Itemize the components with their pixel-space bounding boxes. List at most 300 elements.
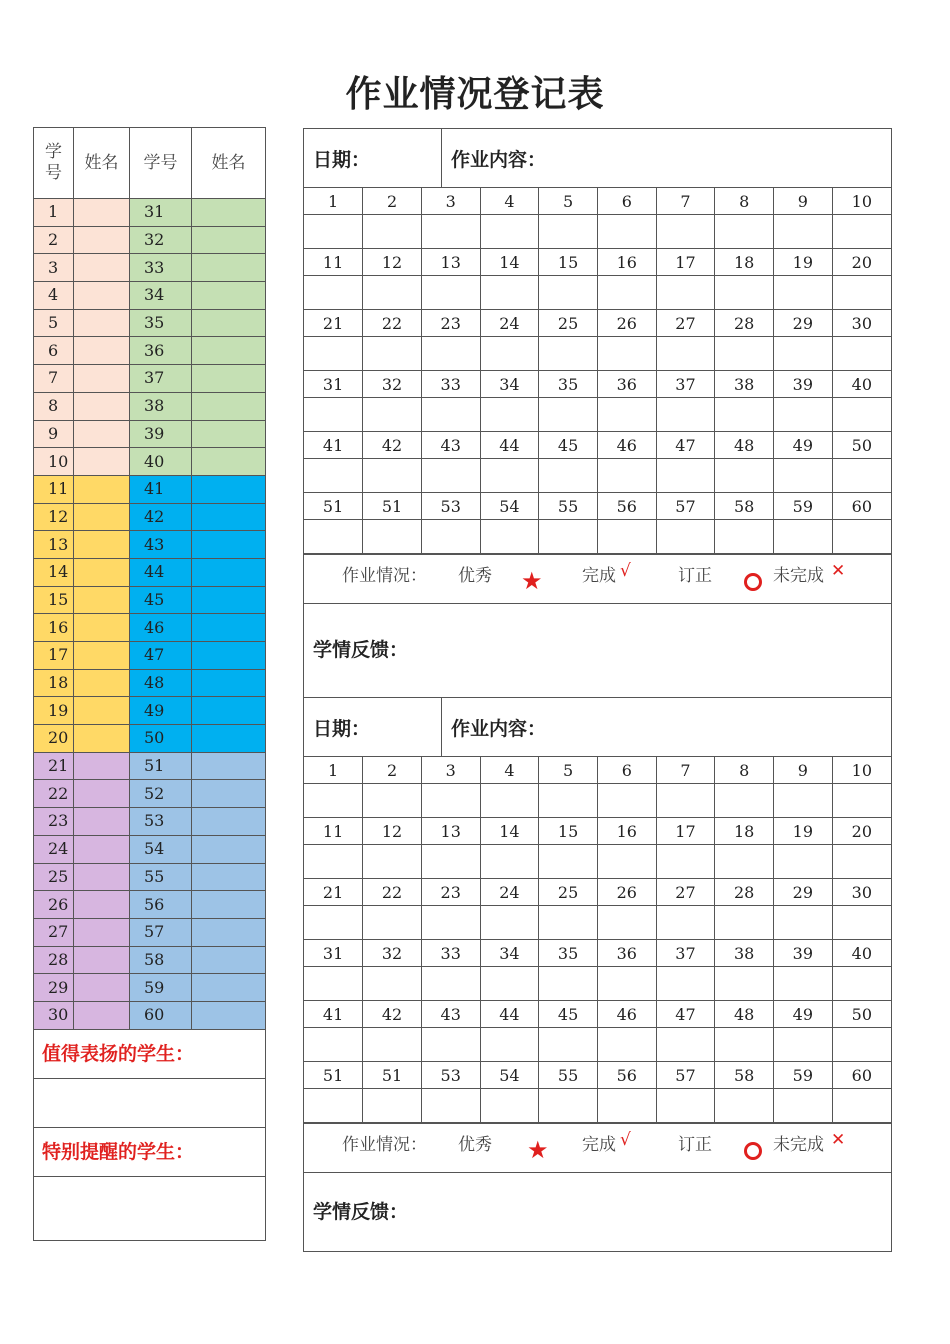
star-icon: ★ <box>527 1136 549 1164</box>
student-number-cell: 16 <box>597 249 656 276</box>
student-number-cell: 55 <box>539 1062 598 1089</box>
student-name-cell[interactable] <box>74 752 130 780</box>
legend-done: 完成 <box>582 1135 616 1155</box>
status-mark-cell[interactable] <box>480 215 539 249</box>
student-name-cell[interactable] <box>74 337 130 365</box>
status-mark-cell[interactable] <box>774 845 833 879</box>
status-mark-cell[interactable] <box>363 784 422 818</box>
status-mark-cell[interactable] <box>480 459 539 493</box>
status-mark-cell[interactable] <box>597 215 656 249</box>
student-number-cell: 24 <box>480 310 539 337</box>
student-name-cell[interactable] <box>192 946 266 974</box>
student-number-cell: 51 <box>304 1062 363 1089</box>
student-name-cell[interactable] <box>74 780 130 808</box>
student-name-cell[interactable] <box>192 918 266 946</box>
student-id-cell: 58 <box>130 946 192 974</box>
status-mark-cell[interactable] <box>715 1028 774 1062</box>
student-name-cell[interactable] <box>74 946 130 974</box>
student-number-cell: 10 <box>832 757 891 784</box>
status-mark-cell[interactable] <box>656 1089 715 1123</box>
status-mark-cell[interactable] <box>304 398 363 432</box>
status-mark-cell[interactable] <box>597 398 656 432</box>
student-number-cell: 12 <box>363 249 422 276</box>
status-mark-cell[interactable] <box>715 276 774 310</box>
student-number-cell: 13 <box>421 818 480 845</box>
student-number-cell: 10 <box>832 188 891 215</box>
block-header <box>304 698 891 757</box>
status-mark-cell[interactable] <box>715 906 774 940</box>
status-mark-cell[interactable] <box>715 398 774 432</box>
student-name-cell[interactable] <box>74 1001 130 1029</box>
status-mark-cell[interactable] <box>656 784 715 818</box>
student-id-cell: 36 <box>130 337 192 365</box>
student-number-cell: 56 <box>597 493 656 520</box>
status-mark-cell[interactable] <box>774 337 833 371</box>
student-number-cell: 39 <box>774 940 833 967</box>
status-mark-cell[interactable] <box>304 784 363 818</box>
student-number-cell: 37 <box>656 371 715 398</box>
status-mark-cell[interactable] <box>480 337 539 371</box>
status-mark-cell[interactable] <box>363 967 422 1001</box>
status-mark-cell[interactable] <box>539 845 598 879</box>
circle-icon <box>744 573 762 591</box>
check-icon: √ <box>620 561 631 581</box>
status-mark-cell[interactable] <box>421 520 480 554</box>
mark-row <box>304 337 891 371</box>
status-mark-cell[interactable] <box>480 276 539 310</box>
feedback-field[interactable]: 学情反馈： <box>304 603 891 693</box>
student-name-cell[interactable] <box>74 309 130 337</box>
status-mark-cell[interactable] <box>539 459 598 493</box>
praise-students-field[interactable] <box>34 1078 266 1127</box>
status-mark-cell[interactable] <box>421 906 480 940</box>
student-name-cell[interactable] <box>192 835 266 863</box>
student-name-cell[interactable] <box>192 420 266 448</box>
status-mark-cell[interactable] <box>421 784 480 818</box>
status-mark-cell[interactable] <box>832 906 891 940</box>
student-name-cell[interactable] <box>74 614 130 642</box>
student-id-cell: 39 <box>130 420 192 448</box>
student-status-grid <box>304 757 891 1123</box>
student-name-cell[interactable] <box>74 642 130 670</box>
student-name-cell[interactable] <box>74 974 130 1002</box>
status-mark-cell[interactable] <box>656 398 715 432</box>
student-number-cell: 17 <box>656 249 715 276</box>
status-mark-cell[interactable] <box>774 215 833 249</box>
status-mark-cell[interactable] <box>363 1028 422 1062</box>
mark-row <box>304 459 891 493</box>
status-mark-cell[interactable] <box>832 845 891 879</box>
student-id-cell: 24 <box>34 835 74 863</box>
student-name-cell[interactable] <box>192 254 266 282</box>
roster-row <box>34 697 266 725</box>
status-mark-cell[interactable] <box>597 520 656 554</box>
student-name-cell[interactable] <box>74 808 130 836</box>
student-name-cell[interactable] <box>192 863 266 891</box>
status-mark-cell[interactable] <box>832 784 891 818</box>
student-name-cell[interactable] <box>192 614 266 642</box>
remind-label: 特别提醒的学生： <box>34 1127 266 1176</box>
status-mark-cell[interactable] <box>539 337 598 371</box>
student-name-cell[interactable] <box>192 752 266 780</box>
student-name-cell[interactable] <box>192 531 266 559</box>
student-number-cell: 16 <box>597 818 656 845</box>
student-number-cell: 46 <box>597 1001 656 1028</box>
student-name-cell[interactable] <box>74 282 130 310</box>
student-name-cell[interactable] <box>74 448 130 476</box>
status-mark-cell[interactable] <box>304 1028 363 1062</box>
content-field[interactable]: 作业内容： <box>451 717 547 740</box>
student-name-cell[interactable] <box>192 503 266 531</box>
student-name-cell[interactable] <box>74 226 130 254</box>
student-number-cell: 51 <box>363 1062 422 1089</box>
student-id-cell: 59 <box>130 974 192 1002</box>
mark-row <box>304 906 891 940</box>
student-name-cell[interactable] <box>192 974 266 1002</box>
status-mark-cell[interactable] <box>656 1028 715 1062</box>
student-id-cell: 54 <box>130 835 192 863</box>
student-id-cell: 41 <box>130 475 192 503</box>
student-id-cell: 46 <box>130 614 192 642</box>
status-mark-cell[interactable] <box>597 967 656 1001</box>
status-mark-cell[interactable] <box>656 520 715 554</box>
student-number-cell: 60 <box>832 493 891 520</box>
status-mark-cell[interactable] <box>304 459 363 493</box>
student-name-cell[interactable] <box>74 254 130 282</box>
date-field[interactable]: 日期： <box>304 698 442 756</box>
student-name-cell[interactable] <box>192 309 266 337</box>
status-mark-cell[interactable] <box>832 398 891 432</box>
student-number-cell: 2 <box>363 188 422 215</box>
status-mark-cell[interactable] <box>421 459 480 493</box>
student-id-cell: 3 <box>34 254 74 282</box>
student-number-cell: 44 <box>480 1001 539 1028</box>
student-number-cell: 40 <box>832 940 891 967</box>
student-name-cell[interactable] <box>74 475 130 503</box>
student-name-cell[interactable] <box>192 1001 266 1029</box>
status-mark-cell[interactable] <box>539 784 598 818</box>
status-mark-cell[interactable] <box>304 276 363 310</box>
student-id-cell: 30 <box>34 1001 74 1029</box>
status-mark-cell[interactable] <box>421 276 480 310</box>
student-id-cell: 2 <box>34 226 74 254</box>
student-id-cell: 57 <box>130 918 192 946</box>
student-id-cell: 47 <box>130 642 192 670</box>
status-mark-cell[interactable] <box>304 906 363 940</box>
student-number-cell: 48 <box>715 432 774 459</box>
feedback-field[interactable]: 学情反馈： <box>304 1172 891 1247</box>
date-field[interactable]: 日期： <box>304 129 442 187</box>
student-name-cell[interactable] <box>192 448 266 476</box>
student-name-cell[interactable] <box>74 503 130 531</box>
student-number-cell: 6 <box>597 188 656 215</box>
student-name-cell[interactable] <box>192 475 266 503</box>
student-number-cell: 42 <box>363 432 422 459</box>
status-mark-cell[interactable] <box>304 520 363 554</box>
status-mark-cell[interactable] <box>539 398 598 432</box>
student-number-cell: 57 <box>656 1062 715 1089</box>
status-mark-cell[interactable] <box>421 337 480 371</box>
content-field[interactable]: 作业内容： <box>451 148 547 171</box>
student-name-cell[interactable] <box>192 725 266 753</box>
status-mark-cell[interactable] <box>480 845 539 879</box>
status-mark-cell[interactable] <box>480 520 539 554</box>
legend-label: 作业情况： <box>342 566 427 586</box>
status-mark-cell[interactable] <box>421 398 480 432</box>
student-number-cell: 23 <box>421 879 480 906</box>
student-id-cell: 23 <box>34 808 74 836</box>
student-name-cell[interactable] <box>74 669 130 697</box>
student-number-cell: 18 <box>715 249 774 276</box>
status-mark-cell[interactable] <box>480 967 539 1001</box>
status-mark-cell[interactable] <box>832 1089 891 1123</box>
student-name-cell[interactable] <box>74 531 130 559</box>
student-name-cell[interactable] <box>192 282 266 310</box>
student-number-cell: 51 <box>304 493 363 520</box>
student-number-cell: 3 <box>421 757 480 784</box>
student-number-cell: 53 <box>421 493 480 520</box>
status-mark-cell[interactable] <box>832 520 891 554</box>
roster-row <box>34 365 266 393</box>
student-number-cell: 23 <box>421 310 480 337</box>
student-number-cell: 45 <box>539 432 598 459</box>
student-name-cell[interactable] <box>192 780 266 808</box>
status-mark-cell[interactable] <box>832 1028 891 1062</box>
student-number-cell: 18 <box>715 818 774 845</box>
student-number-cell: 9 <box>774 188 833 215</box>
remind-students-field[interactable] <box>34 1176 266 1240</box>
student-id-cell: 28 <box>34 946 74 974</box>
student-name-cell[interactable] <box>192 642 266 670</box>
student-name-cell[interactable] <box>192 669 266 697</box>
status-mark-cell[interactable] <box>304 337 363 371</box>
student-number-cell: 58 <box>715 1062 774 1089</box>
status-mark-cell[interactable] <box>480 1028 539 1062</box>
student-id-cell: 17 <box>34 642 74 670</box>
student-id-cell: 52 <box>130 780 192 808</box>
student-name-cell[interactable] <box>192 392 266 420</box>
student-number-cell: 60 <box>832 1062 891 1089</box>
student-number-cell: 13 <box>421 249 480 276</box>
status-mark-cell[interactable] <box>774 1089 833 1123</box>
student-id-cell: 51 <box>130 752 192 780</box>
status-mark-cell[interactable] <box>597 337 656 371</box>
status-mark-cell[interactable] <box>421 967 480 1001</box>
status-mark-cell[interactable] <box>421 1028 480 1062</box>
status-mark-cell[interactable] <box>774 1028 833 1062</box>
student-id-cell: 6 <box>34 337 74 365</box>
student-name-cell[interactable] <box>192 337 266 365</box>
student-id-cell: 18 <box>34 669 74 697</box>
student-number-cell: 12 <box>363 818 422 845</box>
status-mark-cell[interactable] <box>597 784 656 818</box>
status-mark-cell[interactable] <box>539 215 598 249</box>
legend-undone: 未完成 <box>773 566 824 586</box>
student-id-cell: 13 <box>34 531 74 559</box>
student-id-cell: 26 <box>34 891 74 919</box>
roster-row <box>34 946 266 974</box>
student-number-cell: 11 <box>304 818 363 845</box>
student-id-cell: 56 <box>130 891 192 919</box>
status-mark-cell[interactable] <box>304 1089 363 1123</box>
roster-row <box>34 337 266 365</box>
homework-block-2 <box>303 697 892 1252</box>
status-mark-cell[interactable] <box>363 215 422 249</box>
student-name-cell[interactable] <box>74 586 130 614</box>
student-number-cell: 14 <box>480 249 539 276</box>
student-number-cell: 35 <box>539 371 598 398</box>
status-mark-cell[interactable] <box>774 398 833 432</box>
status-mark-cell[interactable] <box>656 276 715 310</box>
status-mark-cell[interactable] <box>715 215 774 249</box>
student-number-cell: 40 <box>832 371 891 398</box>
student-name-cell[interactable] <box>74 918 130 946</box>
status-mark-cell[interactable] <box>774 967 833 1001</box>
student-roster-table <box>33 127 266 1241</box>
status-mark-cell[interactable] <box>774 520 833 554</box>
status-mark-cell[interactable] <box>715 967 774 1001</box>
status-mark-cell[interactable] <box>774 906 833 940</box>
student-name-cell[interactable] <box>74 891 130 919</box>
status-mark-cell[interactable] <box>774 784 833 818</box>
status-mark-cell[interactable] <box>539 906 598 940</box>
status-legend <box>304 1123 891 1172</box>
student-name-cell[interactable] <box>74 697 130 725</box>
status-mark-cell[interactable] <box>832 215 891 249</box>
student-number-cell: 46 <box>597 432 656 459</box>
status-mark-cell[interactable] <box>304 845 363 879</box>
status-mark-cell[interactable] <box>304 215 363 249</box>
student-name-cell[interactable] <box>192 199 266 227</box>
status-mark-cell[interactable] <box>656 459 715 493</box>
status-mark-cell[interactable] <box>480 398 539 432</box>
student-name-cell[interactable] <box>74 199 130 227</box>
status-mark-cell[interactable] <box>656 845 715 879</box>
status-mark-cell[interactable] <box>421 845 480 879</box>
roster-row <box>34 392 266 420</box>
student-number-cell: 38 <box>715 371 774 398</box>
status-mark-cell[interactable] <box>363 337 422 371</box>
legend-corrected: 订正 <box>678 1135 712 1155</box>
student-name-cell[interactable] <box>74 420 130 448</box>
status-mark-cell[interactable] <box>715 337 774 371</box>
student-number-cell: 29 <box>774 879 833 906</box>
status-mark-cell[interactable] <box>539 520 598 554</box>
status-mark-cell[interactable] <box>363 398 422 432</box>
student-id-cell: 44 <box>130 558 192 586</box>
praise-label: 值得表扬的学生： <box>34 1029 266 1078</box>
student-name-cell[interactable] <box>74 835 130 863</box>
status-mark-cell[interactable] <box>363 459 422 493</box>
status-mark-cell[interactable] <box>715 459 774 493</box>
student-number-cell: 20 <box>832 249 891 276</box>
student-number-cell: 1 <box>304 188 363 215</box>
status-mark-cell[interactable] <box>539 1028 598 1062</box>
status-mark-cell[interactable] <box>656 967 715 1001</box>
status-mark-cell[interactable] <box>597 845 656 879</box>
status-mark-cell[interactable] <box>480 1089 539 1123</box>
status-mark-cell[interactable] <box>421 215 480 249</box>
student-number-cell: 4 <box>480 757 539 784</box>
legend-label: 作业情况： <box>342 1135 427 1155</box>
status-mark-cell[interactable] <box>774 459 833 493</box>
student-number-cell: 28 <box>715 879 774 906</box>
status-mark-cell[interactable] <box>597 459 656 493</box>
status-mark-cell[interactable] <box>363 520 422 554</box>
roster-header-id-1-text: 学号 <box>45 142 62 183</box>
status-mark-cell[interactable] <box>539 276 598 310</box>
student-number-cell: 39 <box>774 371 833 398</box>
student-number-cell: 11 <box>304 249 363 276</box>
status-mark-cell[interactable] <box>597 1028 656 1062</box>
student-number-cell: 30 <box>832 310 891 337</box>
number-row <box>304 188 891 215</box>
status-mark-cell[interactable] <box>597 1089 656 1123</box>
number-row <box>304 757 891 784</box>
status-mark-cell[interactable] <box>656 906 715 940</box>
status-mark-cell[interactable] <box>832 459 891 493</box>
status-mark-cell[interactable] <box>363 845 422 879</box>
student-name-cell[interactable] <box>192 558 266 586</box>
status-mark-cell[interactable] <box>363 1089 422 1123</box>
student-number-cell: 54 <box>480 1062 539 1089</box>
student-number-cell: 22 <box>363 879 422 906</box>
student-name-cell[interactable] <box>192 808 266 836</box>
student-name-cell[interactable] <box>192 697 266 725</box>
student-name-cell[interactable] <box>74 392 130 420</box>
status-mark-cell[interactable] <box>597 906 656 940</box>
status-mark-cell[interactable] <box>363 906 422 940</box>
status-mark-cell[interactable] <box>656 215 715 249</box>
page-title: 作业情况登记表 <box>345 74 605 115</box>
status-mark-cell[interactable] <box>715 520 774 554</box>
student-name-cell[interactable] <box>74 863 130 891</box>
student-id-cell: 14 <box>34 558 74 586</box>
status-mark-cell[interactable] <box>480 906 539 940</box>
status-mark-cell[interactable] <box>421 1089 480 1123</box>
status-mark-cell[interactable] <box>656 337 715 371</box>
status-mark-cell[interactable] <box>715 784 774 818</box>
student-number-cell: 5 <box>539 757 598 784</box>
student-name-cell[interactable] <box>74 558 130 586</box>
status-mark-cell[interactable] <box>832 276 891 310</box>
status-mark-cell[interactable] <box>832 967 891 1001</box>
status-mark-cell[interactable] <box>539 967 598 1001</box>
student-number-cell: 15 <box>539 249 598 276</box>
student-number-cell: 51 <box>363 493 422 520</box>
status-mark-cell[interactable] <box>832 337 891 371</box>
student-name-cell[interactable] <box>192 586 266 614</box>
status-mark-cell[interactable] <box>363 276 422 310</box>
student-name-cell[interactable] <box>192 891 266 919</box>
status-mark-cell[interactable] <box>304 967 363 1001</box>
student-number-cell: 50 <box>832 432 891 459</box>
status-mark-cell[interactable] <box>597 276 656 310</box>
student-name-cell[interactable] <box>192 226 266 254</box>
student-id-cell: 55 <box>130 863 192 891</box>
student-number-cell: 35 <box>539 940 598 967</box>
student-number-cell: 47 <box>656 432 715 459</box>
status-mark-cell[interactable] <box>774 276 833 310</box>
status-mark-cell[interactable] <box>715 845 774 879</box>
status-mark-cell[interactable] <box>480 784 539 818</box>
student-name-cell[interactable] <box>74 725 130 753</box>
student-name-cell[interactable] <box>74 365 130 393</box>
student-name-cell[interactable] <box>192 365 266 393</box>
status-mark-cell[interactable] <box>539 1089 598 1123</box>
status-mark-cell[interactable] <box>715 1089 774 1123</box>
roster-row <box>34 780 266 808</box>
